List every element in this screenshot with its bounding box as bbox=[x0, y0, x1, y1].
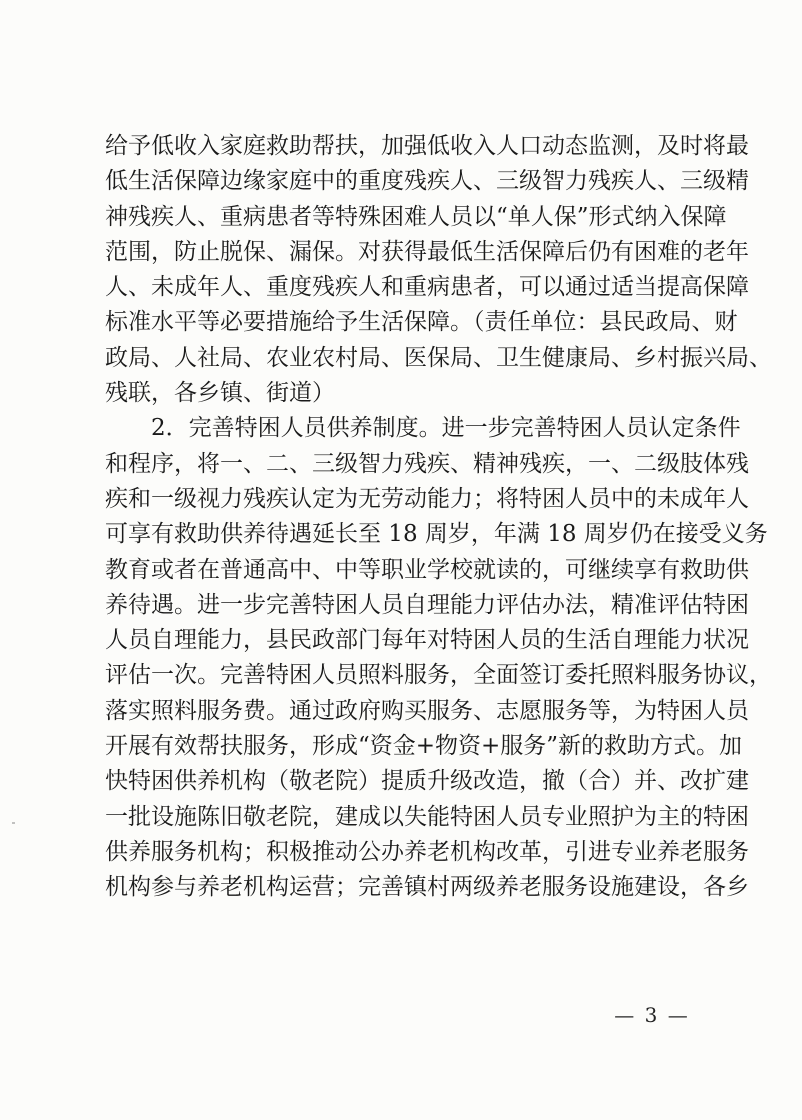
text-line: 落实照料服务费。通过政府购买服务、志愿服务等，为特困人员 bbox=[105, 697, 749, 724]
text-line: 范围，防止脱保、漏保。对获得最低生活保障后仍有困难的老年 bbox=[105, 238, 749, 265]
body-text bbox=[105, 129, 772, 906]
text-line: 开展有效帮扶服务，形成“资金+物资+服务”新的救助方式。加 bbox=[105, 733, 743, 760]
text-line: 一批设施陈旧敬老院，建成以失能特困人员专业照护为主的特困 bbox=[105, 803, 749, 830]
text-line: 养待遇。进一步完善特困人员自理能力评估办法，精准评估特困 bbox=[105, 591, 749, 618]
text-line: 政局、人社局、农业农村局、医保局、卫生健康局、乡村振兴局、 bbox=[105, 344, 772, 371]
text-line: 供养服务机构；积极推动公办养老机构改革，引进专业养老服务 bbox=[105, 838, 749, 865]
text-line: 人、未成年人、重度残疾人和重病患者，可以通过适当提高保障 bbox=[105, 274, 749, 301]
section-heading-line: 2．完善特困人员供养制度。进一步完善特困人员认定条件 bbox=[151, 415, 741, 442]
scan-margin-mark bbox=[12, 822, 15, 824]
text-line: 评估一次。完善特困人员照料服务，全面签订委托照料服务协议， bbox=[105, 662, 772, 689]
text-line: 疾和一级视力残疾认定为无劳动能力；将特困人员中的未成年人 bbox=[105, 485, 749, 512]
text-line: 可享有救助供养待遇延长至 18 周岁，年满 18 周岁仍在接受义务 bbox=[105, 521, 768, 548]
text-line: 和程序，将一、二、三级智力残疾、精神残疾，一、二级肢体残 bbox=[105, 450, 749, 477]
text-line: 神残疾人、重病患者等特殊困难人员以“单人保”形式纳入保障 bbox=[105, 203, 727, 230]
text-line: 低生活保障边缘家庭中的重度残疾人、三级智力残疾人、三级精 bbox=[105, 168, 749, 195]
text-line: 机构参与养老机构运营；完善镇村两级养老服务设施建设，各乡 bbox=[105, 874, 749, 901]
text-line: 给予低收入家庭救助帮扶，加强低收入人口动态监测，及时将最 bbox=[105, 133, 749, 159]
text-line: 残联，各乡镇、街道） bbox=[105, 380, 335, 407]
text-line: 标准水平等必要措施给予生活保障。（责任单位：县民政局、财 bbox=[105, 309, 738, 336]
page-number: — 3 — bbox=[614, 1003, 690, 1027]
text-line: 教育或者在普通高中、中等职业学校就读的，可继续享有救助供 bbox=[105, 556, 749, 583]
text-line: 快特困供养机构（敬老院）提质升级改造，撤（合）并、改扩建 bbox=[105, 768, 749, 795]
text-line: 人员自理能力，县民政部门每年对特困人员的生活自理能力状况 bbox=[105, 627, 749, 654]
